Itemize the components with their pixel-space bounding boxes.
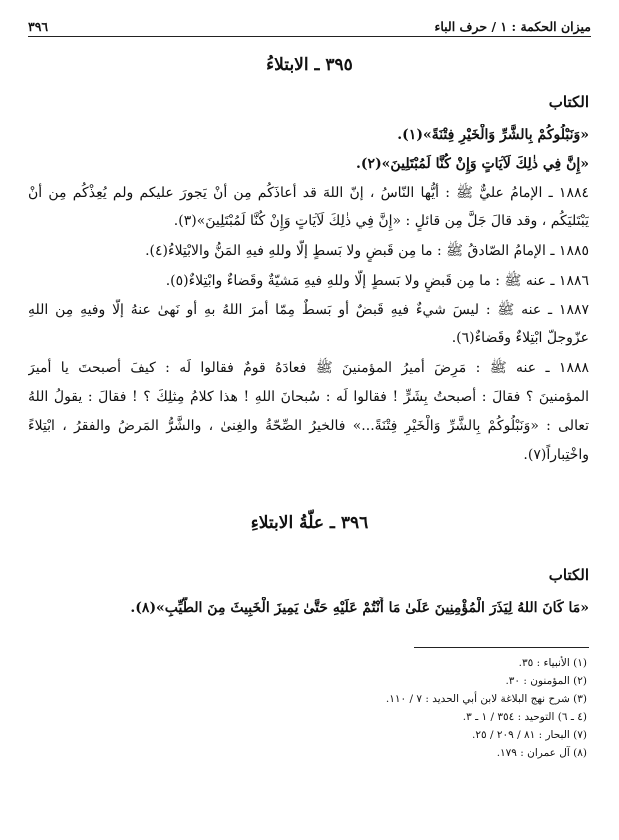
section-label-book: الكتاب [548, 566, 589, 584]
running-header [28, 12, 591, 34]
hadith-line: يَبْتَليَكُم ، وقد قالَ جَلَّ مِن قائلٍ : «إِنَّ فِي ذٰلِكَ لَآيَاتٍ وَإِنْ كُنَّا لَمُبْتَلِينَ»(٣). [173, 213, 589, 229]
chapter-title-396: ٣٩٦ ـ علّةُ الابتلاءِ [250, 513, 369, 533]
hadith-line: ١٨٨٥ ـ الإمامُ الصّادقُ ﷺ : ما مِن قَبضٍ ولا بَسطٍ إلّا وللهِ فيهِ المَنُّ والابْتِلاءُ(٤). [145, 243, 589, 259]
page-number: ٣٩٦ [28, 19, 49, 34]
header-rule [28, 36, 591, 37]
hadith-line: ١٨٨٧ ـ عنه ﷺ : ليسَ شيءٌ فيهِ قَبضٌ أو بَسطٌ مِمّا أمرَ اللهُ بهِ أو نَهىٰ عنهُ إلّا وفيهِ مِن اللهِ [28, 302, 589, 318]
footnote: (٢) المؤمنون : ٣٠. [505, 675, 587, 687]
footnote-rule [414, 647, 589, 648]
footnote: (١) الأنبياء : ٣٥. [518, 657, 587, 669]
hadith-line: عزّوجلّ ابْتِلاءٌ وقَضاءٌ(٦). [451, 330, 589, 346]
footnote: (٣) شرح نهج البلاغة لابن أبي الحديد : ٧ / ١١٠. [385, 693, 587, 705]
section-label-book: الكتاب [548, 93, 589, 111]
verse-line: «مَا كَانَ اللهُ لِيَذَرَ الْمُؤْمِنِينَ عَلَىٰ مَا أَنْتُمْ عَلَيْهِ حَتَّىٰ يَمِيزَ الْخَبِيثَ مِنَ الطَّيِّبِ»(٨). [130, 600, 589, 616]
hadith-line: تعالى : «وَنَبْلُوكُمْ بِالشَّرِّ وَالْخَيْرِ فِتْنَةً...» فالخيرُ الصِّحّةُ والغِنىٰ ، والشَّرُّ المَرضُ والفقرُ ، ابْتِلاءً [28, 418, 589, 434]
footnote: (٨) آل عمران : ١٧٩. [496, 747, 587, 759]
hadith-line: ١٨٨٤ ـ الإمامُ عليٌّ ﷺ : أيُّها النّاسُ ، إنّ اللهَ قد أعاذَكُم مِن أنْ يَجورَ عليكم ولم يُعِذْكُم مِن أنْ [28, 185, 589, 201]
verse-line: «إِنَّ فِي ذٰلِكَ لَآيَاتٍ وَإِنْ كُنَّا لَمُبْتَلِينَ»(٢). [356, 156, 589, 172]
hadith-line: واخْتِباراً(٧). [523, 447, 589, 463]
footnote: (٧) البحار : ٨١ / ٢٠٩ / ٢٥. [472, 729, 587, 741]
hadith-line: ١٨٨٦ ـ عنه ﷺ : ما مِن قَبضٍ ولا بَسطٍ إلّا وللهِ فيهِ مَشيّةٌ وقَضاءٌ وابْتِلاءٌ(٥). [165, 273, 589, 289]
footnote: (٤ ـ ٦) التوحيد : ٣٥٤ / ١ ـ ٣. [462, 711, 587, 723]
chapter-title-395: ٣٩٥ ـ الابتلاءُ [266, 55, 353, 75]
hadith-line: ١٨٨٨ ـ عنه ﷺ : مَرِضَ أميرُ المؤمنينَ ﷺ فعادَهُ قومٌ فقالوا لَه : كيفَ أصبحتَ يا أميرَ [28, 360, 589, 376]
hadith-line: المؤمنينَ ؟ فقالَ : أصبحتُ بِشَرٍّ ! فقالوا لَه : سُبحانَ اللهِ ! هذا كلامُ مِثلِكَ ؟ ! فقالَ : يقولُ اللهُ [28, 389, 589, 405]
verse-line: «وَنَبْلُوكُمْ بِالشَّرِّ وَالْخَيْرِ فِتْنَةً»(١). [397, 127, 589, 143]
running-title: ميزان الحكمة : ١ / حرف الباء [434, 19, 591, 34]
